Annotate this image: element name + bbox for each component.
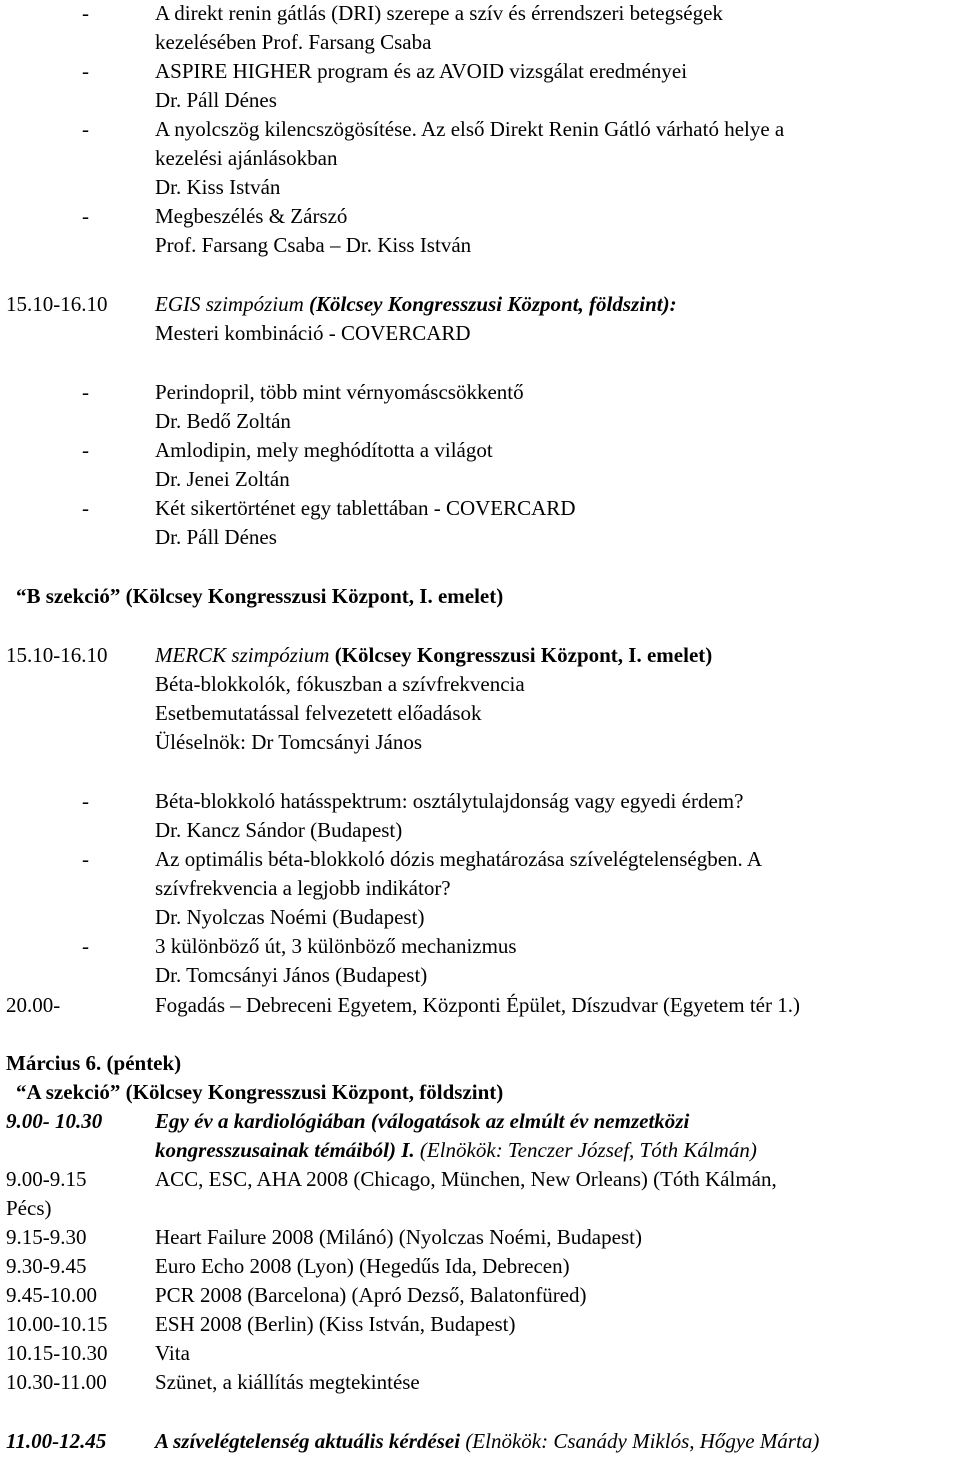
speaker: Dr. Páll Dénes: [155, 88, 277, 112]
speaker: Prof. Farsang Csaba – Dr. Kiss István: [155, 233, 472, 257]
talk-title: kezelési ajánlásokban: [155, 146, 338, 170]
talk-title: Amlodipin, mely meghódította a világot: [155, 438, 493, 462]
talk-title: Vita: [155, 1341, 190, 1365]
symposium-name: MERCK szimpózium: [155, 643, 330, 667]
session-title: Egy év a kardiológiában (válogatások az elmúlt év nemzetközi: [155, 1109, 690, 1133]
dash: -: [82, 117, 89, 141]
talk-title: Béta-blokkoló hatásspektrum: osztálytulajdonság vagy egyedi érdem?: [155, 789, 744, 813]
session-subtitle: Béta-blokkolók, fókuszban a szívfrekvencia: [155, 672, 525, 696]
session-title: [155, 1137, 757, 1163]
speaker: Dr. Bedő Zoltán: [155, 409, 291, 433]
talk-time: 9.30-9.45: [6, 1254, 87, 1278]
session-location: (Kölcsey Kongresszusi Központ, I. emelet): [329, 643, 713, 667]
speaker: Dr. Páll Dénes: [155, 525, 277, 549]
session-time: 15.10-16.10: [6, 643, 108, 667]
session-chairs: (Elnökök: Csanády Miklós, Hőgye Márta): [460, 1429, 820, 1453]
talk-title: A direkt renin gátlás (DRI) szerepe a szív és érrendszeri betegségek: [155, 1, 723, 25]
dash: -: [82, 438, 89, 462]
dash: -: [82, 934, 89, 958]
talk-title: Perindopril, több mint vérnyomáscsökkentő: [155, 380, 524, 404]
talk-time: 9.45-10.00: [6, 1283, 97, 1307]
session-chair: Üléselnök: Dr Tomcsányi János: [155, 730, 423, 754]
talk-title: PCR 2008 (Barcelona) (Apró Dezső, Balatonfüred): [155, 1283, 587, 1307]
session-title-part: A szívelégtelenség aktuális kérdései: [155, 1429, 461, 1453]
speaker: Dr. Kancz Sándor (Budapest): [155, 818, 403, 842]
talk-title: ACC, ESC, AHA 2008 (Chicago, München, New Orleans) (Tóth Kálmán,: [155, 1167, 777, 1191]
talk-title: Megbeszélés & Zárszó: [155, 204, 348, 228]
session-subtitle: Mesteri kombináció - COVERCARD: [155, 321, 471, 345]
session-subtitle: Esetbemutatással felvezetett előadások: [155, 701, 482, 725]
section-heading: “A szekció” (Kölcsey Kongresszusi Központ, földszint): [16, 1080, 504, 1104]
talk-title: Két sikertörténet egy tablettában - COVERCARD: [155, 496, 576, 520]
day-heading: Március 6. (péntek): [6, 1051, 182, 1075]
talk-time: 9.15-9.30: [6, 1225, 87, 1249]
dash: -: [82, 204, 89, 228]
event-time: 20.00-: [6, 993, 61, 1017]
speaker: Dr. Kiss István: [155, 175, 281, 199]
talk-title: Pécs): [6, 1196, 52, 1220]
session-chairs: (Elnökök: Tenczer József, Tóth Kálmán): [414, 1138, 757, 1162]
session-time: 9.00- 10.30: [6, 1109, 103, 1133]
talk-time: 10.30-11.00: [6, 1370, 107, 1394]
session-title: [155, 291, 677, 317]
session-title: [155, 642, 712, 668]
dash: -: [82, 1, 89, 25]
talk-title: ESH 2008 (Berlin) (Kiss István, Budapest): [155, 1312, 516, 1336]
dash: -: [82, 789, 89, 813]
talk-title: Az optimális béta-blokkoló dózis meghatározása szívelégtelenségben. A: [155, 847, 763, 871]
session-time: 15.10-16.10: [6, 292, 108, 316]
dash: -: [82, 847, 89, 871]
event-title: Fogadás – Debreceni Egyetem, Központi Épület, Díszudvar (Egyetem tér 1.): [155, 993, 800, 1017]
symposium-name: EGIS szimpózium: [155, 292, 304, 316]
talk-time: 10.15-10.30: [6, 1341, 108, 1365]
dash: -: [82, 380, 89, 404]
speaker: Dr. Jenei Zoltán: [155, 467, 290, 491]
session-title-part: kongresszusainak témáiból) I.: [155, 1138, 415, 1162]
talk-title: Euro Echo 2008 (Lyon) (Hegedűs Ida, Debrecen): [155, 1254, 570, 1278]
session-title: [155, 1428, 819, 1454]
session-location: (Kölcsey Kongresszusi Központ, földszint):: [303, 292, 677, 316]
talk-title: A nyolcszög kilencszögösítése. Az első Direkt Renin Gátló várható helye a: [155, 117, 785, 141]
talk-title: 3 különböző út, 3 különböző mechanizmus: [155, 934, 517, 958]
section-heading: “B szekció” (Kölcsey Kongresszusi Központ, I. emelet): [16, 584, 504, 608]
speaker: Dr. Tomcsányi János (Budapest): [155, 963, 428, 987]
dash: -: [82, 59, 89, 83]
session-time: 11.00-12.45: [6, 1429, 107, 1453]
speaker: Dr. Nyolczas Noémi (Budapest): [155, 905, 425, 929]
talk-title: szívfrekvencia a legjobb indikátor?: [155, 876, 451, 900]
talk-time: 10.00-10.15: [6, 1312, 108, 1336]
talk-title: ASPIRE HIGHER program és az AVOID vizsgálat eredményei: [155, 59, 688, 83]
talk-title: kezelésében Prof. Farsang Csaba: [155, 30, 432, 54]
talk-title: Heart Failure 2008 (Milánó) (Nyolczas Noémi, Budapest): [155, 1225, 642, 1249]
talk-title: Szünet, a kiállítás megtekintése: [155, 1370, 420, 1394]
talk-time: 9.00-9.15: [6, 1167, 87, 1191]
dash: -: [82, 496, 89, 520]
